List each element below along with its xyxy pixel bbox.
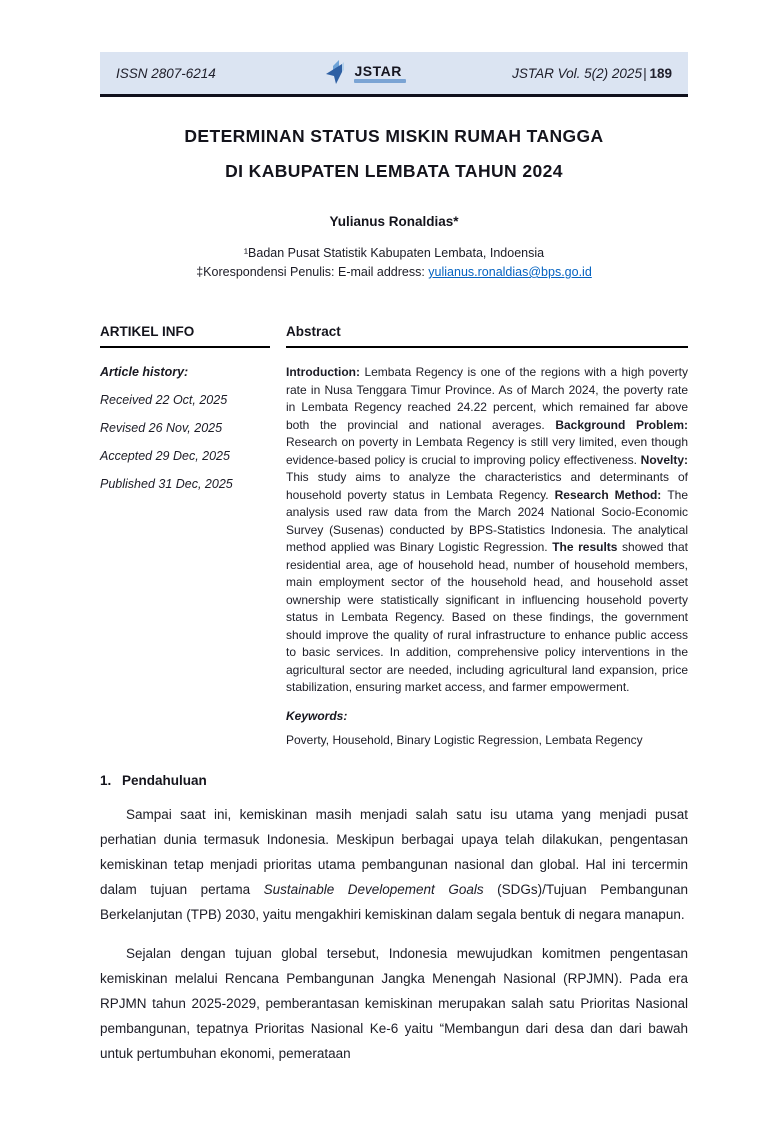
correspondence-line: [100, 263, 688, 282]
document-page: [0, 52, 758, 1131]
article-info-section: [100, 324, 688, 747]
section-1-heading: [100, 773, 688, 788]
abstract-text: Introduction: Lembata Regency is one of the regions with a high poverty rate in Nusa Tenggara Timur Province. As of March 2024, the poverty rate in Lembata Regency reached 24.22 percent, which remained far above both the provincial and national averages. Background Problem: Research on poverty in Lembata Regency is still very limited, even though evidence-based policy is crucial to improving policy effectiveness. Novelty: This study aims to analyze the characteristics and determinants of household poverty status in Lembata Regency. Research Method: The analysis used raw data from the March 2024 National Socio-Economic Survey (Susenas) conducted by BPS-Statistics Indonesia. The analytical method applied was Binary Logistic Regression. The results showed that residential area, age of household head, number of household members, main employment sector of the household head, and household asset ownership were statistically significant in influencing household poverty status in Lembata Regency. Based on these findings, the government should improve the quality of rural infrastructure to enhance public access to basic services. In addition, comprehensive policy interventions in the agricultural sector are needed, including agricultural land expansion, price stabilization, ensuring market access, and farmer empowerment.: [286, 365, 688, 694]
jstar-logo-tagline: [354, 79, 406, 83]
section-1-title: Pendahuluan: [122, 772, 207, 788]
keywords-label: Keywords:: [286, 708, 348, 723]
artikel-info-heading: ARTIKEL INFO: [100, 324, 270, 348]
article-title: [100, 119, 688, 189]
section-1-paragraph-2: Sejalan dengan tujuan global tersebut, Indonesia mewujudkan komitmen pengentasan kemiskinan melalui Rencana Pembangunan Jangka Menengah Nasional (RPJMN). Pada era RPJMN tahun 2025-2029, pemberantasan kemiskinan merupakan salah satu Prioritas Nasional pembangunan, tepatnya Prioritas Nasional Ke-6 yaitu “Membangun dari desa dan dari bawah untuk pertumbuhan ekonomi, pemerataan: [100, 945, 688, 1061]
correspondence-label: ‡Korespondensi Penulis: E-mail address:: [196, 265, 429, 279]
history-revised: Revised 26 Nov, 2025: [100, 421, 223, 435]
article-title-line2: DI KABUPATEN LEMBATA TAHUN 2024: [225, 161, 563, 181]
journal-volume-label: [512, 66, 672, 81]
article-history-label: Article history:: [100, 365, 189, 379]
abstract-column: [286, 324, 688, 747]
article-title-line1: DETERMINAN STATUS MISKIN RUMAH TANGGA: [184, 126, 604, 146]
correspondence-email-link[interactable]: yulianus.ronaldias@bps.go.id: [428, 265, 592, 279]
artikel-info-column: [100, 324, 270, 747]
author-name: Yulianus Ronaldias*: [329, 214, 459, 229]
history-accepted: Accepted 29 Dec, 2025: [100, 449, 230, 463]
page-number: 189: [649, 65, 672, 81]
section-1-number: 1.: [100, 772, 112, 788]
keywords-list: Poverty, Household, Binary Logistic Regression, Lembata Regency: [286, 732, 643, 747]
issn-label: ISSN 2807-6214: [116, 65, 216, 81]
jstar-logo-icon: [321, 58, 351, 88]
journal-volume-text: JSTAR Vol. 5(2) 2025: [512, 65, 642, 81]
history-published: Published 31 Dec, 2025: [100, 477, 233, 491]
jstar-logo-text: JSTAR: [354, 62, 402, 79]
section-1-paragraph-1: Sampai saat ini, kemiskinan masih menjadi salah satu isu utama yang menjadi pusat perhatian dunia termasuk Indonesia. Meskipun berbagai upaya telah dilakukan, pengentasan kemiskinan tetap menjadi prioritas utama pembangunan nasional dan global. Hal ini tercermin dalam tujuan pertama Sustainable Developement Goals (SDGs)/Tujuan Pembangunan Berkelanjutan (TPB) 2030, yaitu mengakhiri kemiskinan dalam segala bentuk di negara manapun.: [100, 806, 689, 922]
author-affiliation: ¹Badan Pusat Statistik Kabupaten Lembata, Indoensia: [243, 246, 545, 260]
journal-header: [100, 52, 688, 97]
author-affiliation-block: [100, 244, 688, 282]
header-separator: |: [642, 65, 647, 81]
history-received: Received 22 Oct, 2025: [100, 393, 228, 407]
jstar-logo: [321, 58, 406, 88]
abstract-heading: Abstract: [286, 324, 688, 348]
